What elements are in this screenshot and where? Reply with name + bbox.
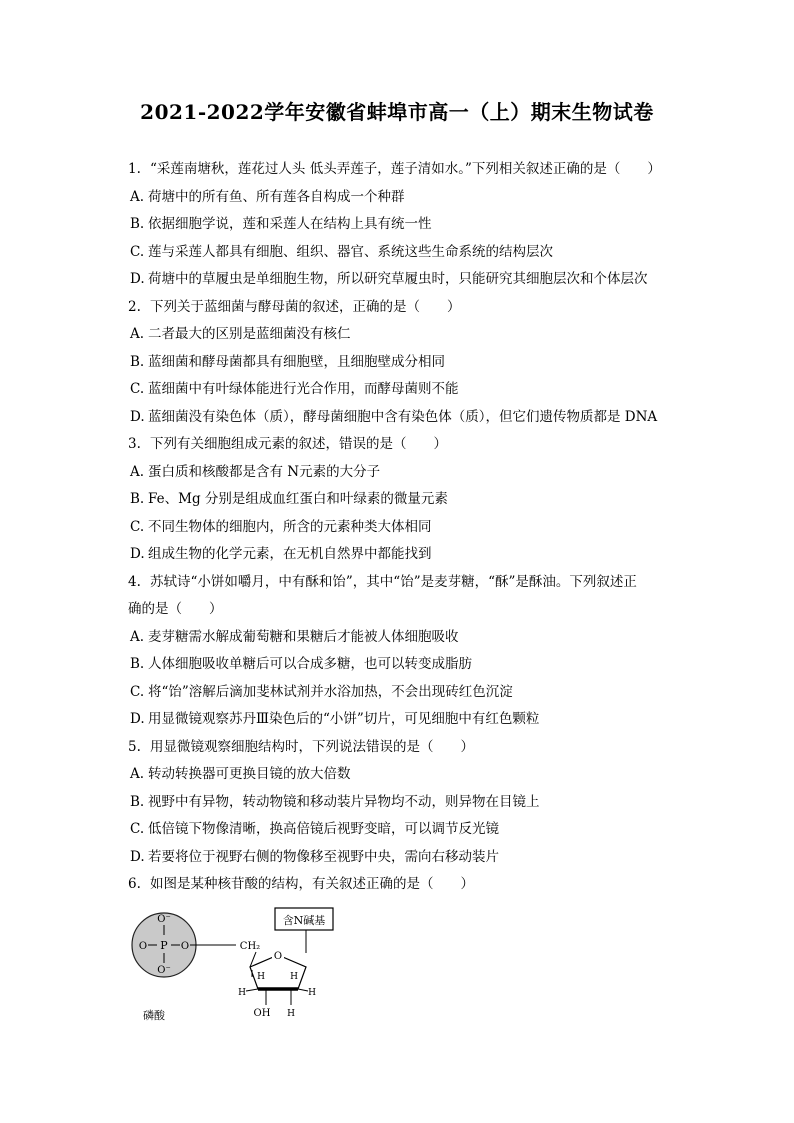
- phosphate-o-right: O: [180, 941, 190, 952]
- phosphate-p: P: [160, 939, 168, 952]
- question-text: “采莲南塘秋，莲花过人头 低头弄莲子，莲子清如水。”下列相关叙述正确的是（ ）: [150, 161, 661, 177]
- h-bottom: H: [287, 1009, 295, 1019]
- option-label: D.: [130, 546, 145, 562]
- option-label: D.: [130, 408, 145, 425]
- base-label: 含N碱基: [282, 914, 326, 927]
- question-4-option-b: [128, 651, 708, 679]
- h-left: H: [238, 988, 246, 998]
- option-label: B.: [130, 793, 145, 810]
- question-2-option-d: [128, 404, 708, 432]
- question-4-option-d: [128, 706, 708, 734]
- question-list: [128, 156, 708, 899]
- option-label: A.: [130, 766, 145, 782]
- phosphate-o-bottom: O⁻: [157, 965, 171, 976]
- phosphate-o-left: O: [138, 941, 148, 952]
- question-number: 5.: [128, 738, 141, 755]
- question-3-option-a: [128, 459, 708, 487]
- option-label: D.: [130, 271, 145, 287]
- question-4-stem: [128, 569, 708, 597]
- question-number: 1.: [128, 161, 141, 177]
- question-number: 3.: [128, 436, 141, 452]
- option-text: 组成生物的化学元素，在无机自然界中都能找到: [148, 546, 432, 562]
- option-text: 蛋白质和核酸都是含有 N元素的大分子: [148, 463, 381, 480]
- question-4-option-c: [128, 679, 708, 707]
- option-text: 不同生物体的细胞内，所含的元素种类大体相同: [148, 518, 432, 535]
- question-3-stem: [128, 431, 708, 459]
- question-5-option-d: [128, 844, 708, 872]
- question-5-option-b: [128, 789, 708, 817]
- question-1-stem: [128, 156, 708, 184]
- question-text: 用显微镜观察细胞结构时，下列说法错误的是（ ）: [150, 738, 474, 755]
- question-2-option-c: [128, 376, 708, 404]
- option-label: C.: [130, 821, 145, 837]
- question-1-option-a: [128, 184, 708, 212]
- option-text: 麦芽糖需水解成葡萄糖和果糖后才能被人体细胞吸收: [148, 628, 459, 645]
- option-text: 二者最大的区别是蓝细菌没有核仁: [148, 326, 351, 342]
- h-right: H: [308, 988, 316, 998]
- option-text: 视野中有异物，转动物镜和移动装片异物均不动，则异物在目镜上: [148, 793, 540, 810]
- question-2-stem: [128, 294, 708, 322]
- question-text: 下列有关细胞组成元素的叙述，错误的是（ ）: [150, 436, 447, 452]
- option-label: A.: [130, 628, 145, 645]
- question-text: 苏轼诗“小饼如嚼月，中有酥和饴”，其中“饴”是麦芽糖，“酥”是酥油。下列叙述正: [150, 573, 637, 590]
- question-5-option-a: [128, 761, 708, 789]
- option-label: D.: [130, 711, 145, 727]
- option-label: C.: [130, 518, 145, 535]
- question-5-option-c: [128, 816, 708, 844]
- option-text: 用显微镜观察苏丹Ⅲ染色后的“小饼”切片，可见细胞中有红色颗粒: [148, 711, 540, 727]
- question-4-option-a: [128, 624, 708, 652]
- option-label: B.: [130, 353, 145, 370]
- phosphate-o-top: O⁻: [157, 914, 171, 925]
- option-text: 转动转换器可更换目镜的放大倍数: [148, 766, 351, 782]
- option-label: A.: [130, 326, 145, 342]
- nucleotide-structure-diagram: [128, 905, 343, 1023]
- phosphate-label: 磷酸: [143, 1009, 165, 1022]
- question-3-option-c: [128, 514, 708, 542]
- question-2-option-a: [128, 321, 708, 349]
- h-right-upper: H: [290, 972, 298, 982]
- option-label: C.: [130, 243, 145, 260]
- ch2-label: CH₂: [239, 941, 261, 952]
- option-label: C.: [130, 683, 145, 700]
- page-title: 2021-2022学年安徽省蚌埠市高一（上）期末生物试卷: [140, 100, 654, 124]
- option-label: D.: [130, 848, 145, 865]
- option-label: B.: [130, 656, 145, 672]
- option-text: 若要将位于视野右侧的物像移至视野中央，需向右移动装片: [148, 848, 499, 865]
- question-1-option-b: [128, 211, 708, 239]
- question-2-option-b: [128, 349, 708, 377]
- h-left-upper: H: [257, 972, 265, 982]
- question-6-stem: [128, 871, 708, 899]
- question-text: 下列关于蓝细菌与酵母菌的叙述，正确的是（ ）: [150, 298, 461, 315]
- option-text: Fe、Mg 分别是组成血红蛋白和叶绿素的微量元素: [148, 491, 448, 507]
- question-5-stem: [128, 734, 708, 762]
- option-label: C.: [130, 381, 145, 397]
- option-text: 人体细胞吸收单糖后可以合成多糖，也可以转变成脂肪: [148, 656, 472, 672]
- option-text: 蓝细菌中有叶绿体能进行光合作用，而酵母菌则不能: [148, 381, 459, 397]
- question-1-option-c: [128, 239, 708, 267]
- option-label: A.: [130, 188, 145, 205]
- option-label: A.: [130, 463, 145, 480]
- ring-oxygen: O: [273, 951, 283, 962]
- option-text: 蓝细菌和酵母菌都具有细胞壁，且细胞壁成分相同: [148, 353, 445, 370]
- option-label: B.: [130, 216, 145, 232]
- question-number: 4.: [128, 573, 141, 590]
- option-text: 依据细胞学说，莲和采莲人在结构上具有统一性: [148, 216, 432, 232]
- question-text: 如图是某种核苷酸的结构，有关叙述正确的是（ ）: [150, 876, 474, 892]
- question-number: 6.: [128, 876, 141, 892]
- option-text: 荷塘中的草履虫是单细胞生物，所以研究草履虫时，只能研究其细胞层次和个体层次: [148, 271, 648, 287]
- option-text: 莲与采莲人都具有细胞、组织、器官、系统这些生命系统的结构层次: [148, 243, 553, 260]
- option-text: 蓝细菌没有染色体（质），酵母菌细胞中含有染色体（质），但它们遗传物质都是 DNA: [148, 408, 658, 425]
- question-number: 2.: [128, 298, 141, 315]
- oh-label: OH: [253, 1008, 271, 1019]
- question-3-option-b: [128, 486, 708, 514]
- option-text: 将“饴”溶解后滴加斐林试剂并水浴加热，不会出现砖红色沉淀: [148, 683, 513, 700]
- question-4-stem-continuation: 确的是（ ）: [128, 601, 223, 617]
- option-text: 荷塘中的所有鱼、所有莲各自构成一个种群: [148, 188, 405, 205]
- option-text: 低倍镜下物像清晰，换高倍镜后视野变暗，可以调节反光镜: [148, 821, 499, 837]
- option-label: B.: [130, 491, 145, 507]
- question-3-option-d: [128, 541, 708, 569]
- question-1-option-d: [128, 266, 708, 294]
